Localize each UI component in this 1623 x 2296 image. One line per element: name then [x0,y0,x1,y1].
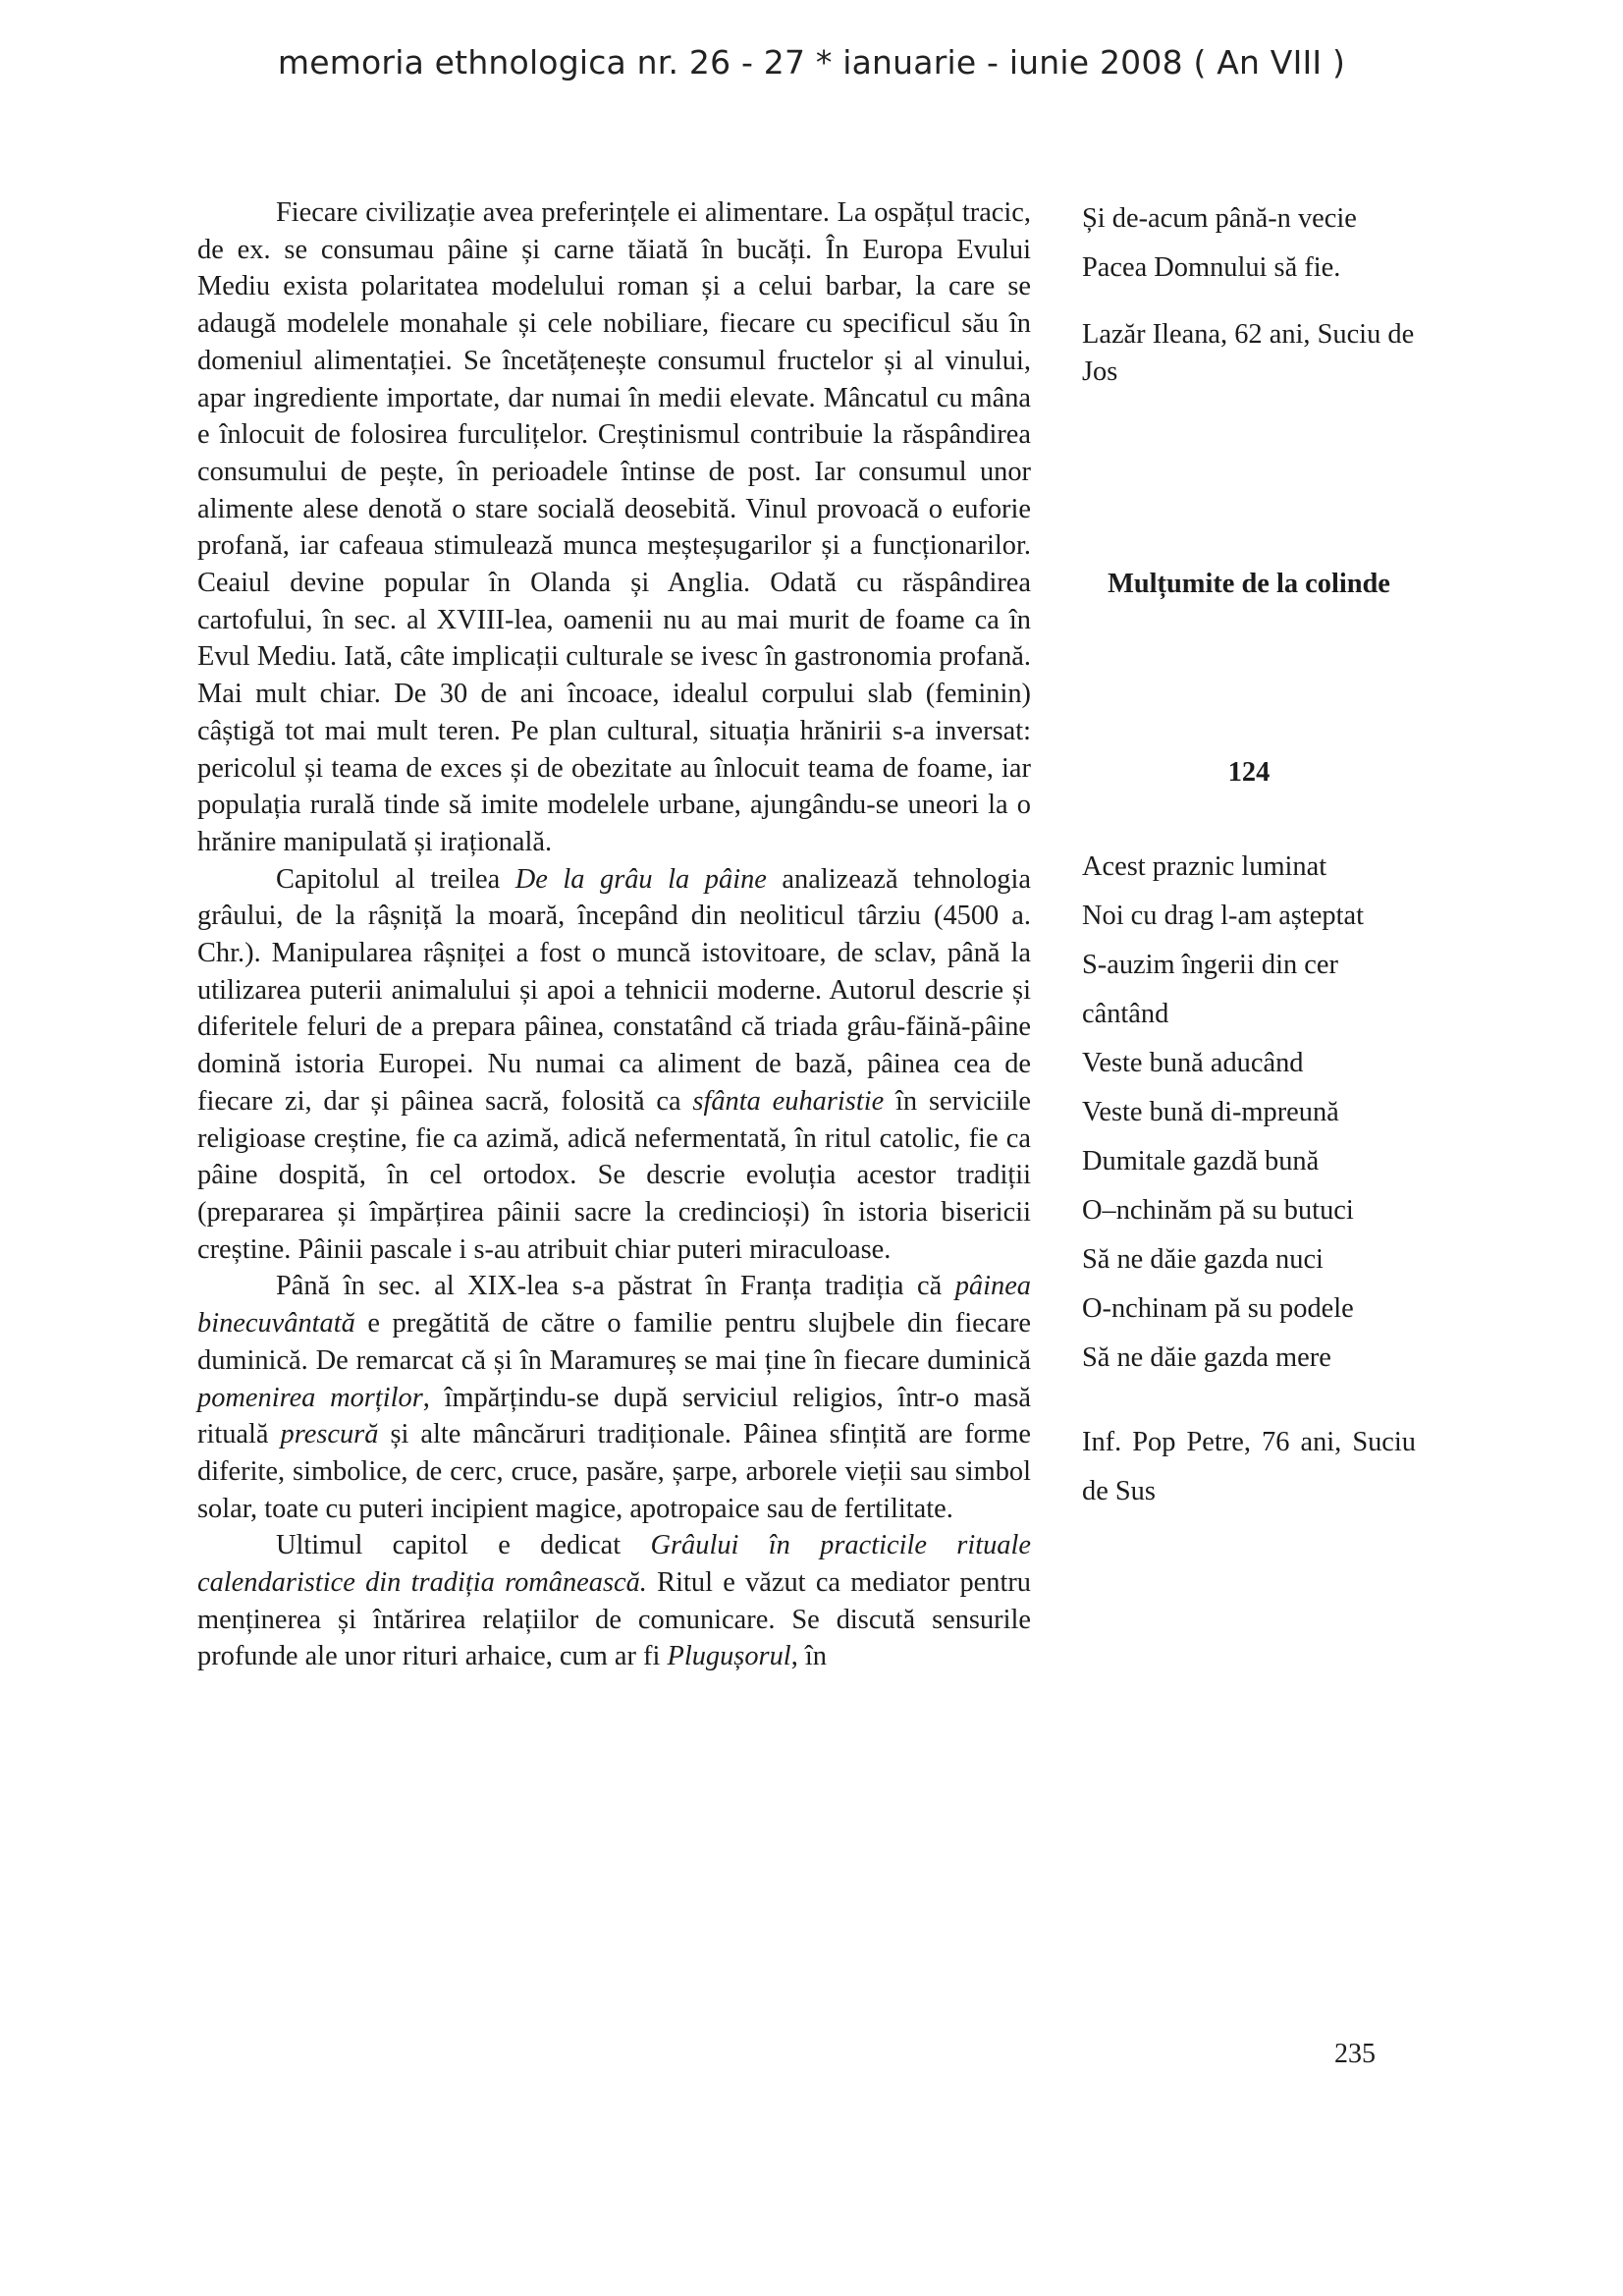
verse-line: Pacea Domnului să fie. [1082,252,1341,283]
text-span: , împărțindu-se după serviciul religios, într-o masă rituală [197,1382,1031,1450]
paragraph-france-tradition [197,1268,1031,1527]
verse-line: O–nchinăm pă su butuci [1082,1195,1354,1226]
text-span: e pregătită de către o familie pentru slujbele din fiecare duminică. De remarcat că și în Maramureș se mai ține în fiecare duminică [197,1308,1031,1376]
paragraph-civilization: Fiecare civilizație avea preferințele ei alimentare. La ospățul tracic, de ex. se consumau pâine și carne tăiată în bucăți. În Europa Evului Mediu exista polaritatea modelului roman și a celui barbar, la care se adaugă modelele monahale și cele nobiliare, fiecare cu specificul său în domeniul alimentației. Se încetățenește consumul fructelor și al vinului, apar ingrediente importate, dar numai în medii elevate. Mâncatul cu mâna e înlocuit de folosirea furculițelor. Creștinismul contribuie la răspândirea consumului de pește, în perioadele întinse de post. Iar consumul unor alimente alese denotă o stare socială deosebită. Vinul provoacă o euforie profană, iar cafeaua stimulează munca meșteșugarilor și a funcționarilor. Ceaiul devine popular în Olanda și Anglia. Odată cu răspândirea cartofului, în sec. al XVIII-lea, oamenii nu au mai murit de foame ca în Evul Mediu. Iată, câte implicații culturale se ivesc în gastronomia profană. Mai mult chiar. De 30 de ani încoace, idealul corpului slab (feminin) câștigă tot mai mult teren. Pe plan cultural, situația hrănirii s-a inversat: pericolul și teama de exces și de obezitate au înlocuit teama de foame, iar populația rurală tinde să imite modelele urbane, ajungându-se uneori la o hrănire manipulată și irațională. [197,197,1031,857]
italic-term: pomenirea morților [197,1382,423,1413]
text-span: Ultimul capitol e dedicat [276,1530,651,1561]
verse-line: Să ne dăie gazda mere [1082,1342,1331,1373]
verse-line: Dumitale gazdă bună [1082,1146,1320,1176]
verse-line: Veste bună aducând [1082,1048,1304,1078]
text-span: analizează tehnologia grâului, de la râșniță la moară, începând din neoliticul târziu (4500 a. Chr.). Manipularea râșniței a fost o muncă istovitoare, de sclav, până la utilizarea puterii animalului și apoi a tehnicii moderne. Autorul descrie și diferitele feluri de a prepara pâinea, constatând că triada grâu-făină-pâine domină istoria Europei. Nu numai ca aliment de bază, pâinea cea de fiecare zi, dar și pâinea sacră, folosită ca [197,863,1031,1117]
verse-line: cântând [1082,999,1169,1029]
verse-line: S-auzim îngerii din cer [1082,950,1338,980]
verse-line: O-nchinam pă su podele [1082,1293,1354,1324]
text-span: Ritul e văzut ca mediator pentru menținerea și întărirea relațiilor de comunicare. Se discută sensurile profunde ale unor rituri arhaice, cum ar fi [197,1567,1031,1672]
verse-line: Și de-acum până-n vecie [1082,203,1357,234]
paragraph-last-chapter [197,1527,1031,1675]
section-title: Mulțumite de la colinde [1108,569,1390,599]
text-span: Capitolul al treilea [276,863,515,895]
main-text-column [197,194,1031,1675]
verse-column [1082,194,1435,1516]
italic-term: pâinea binecuvântată [197,1271,1031,1339]
informant-credit: Inf. Pop Petre, 76 ani, Suciu de Sus [1082,1427,1416,1506]
song-number: 124 [1227,757,1271,788]
italic-title: Grâului în practicile rituale calendaristice din tradiția românească. [197,1530,1031,1599]
italic-term: sfânta euharistie [692,1085,885,1117]
text-span: și alte mâncăruri tradiționale. Pâinea sfințită are forme diferite, simbolice, de cerc, cruce, pasăre, șarpe, arborele vieții sau simbol solar, toate cu puteri incipient magice, apotropaice sau de fertilitate. [197,1419,1031,1524]
informant-credit: Lazăr Ileana, 62 ani, Suciu de Jos [1082,319,1415,387]
verse-line: Acest praznic luminat [1082,851,1327,882]
verse-line: Să ne dăie gazda nuci [1082,1244,1324,1275]
italic-term: Plugușorul [667,1641,791,1672]
paragraph-chapter-three [197,861,1031,1269]
verse-line: Veste bună di-mpreună [1082,1097,1339,1127]
page-number: 235 [1334,2039,1376,2069]
running-header: memoria ethnologica nr. 26 - 27 * ianuarie - iunie 2008 ( An VIII ) [277,43,1346,82]
italic-title: De la grâu la pâine [514,863,767,895]
text-span: , în [790,1641,827,1672]
verse-line: Noi cu drag l-am așteptat [1082,901,1364,931]
text-span: Până în sec. al XIX-lea s-a păstrat în Franța tradiția că [276,1271,955,1302]
italic-term: prescură [280,1419,379,1450]
text-span: în serviciile religioase creștine, fie ca azimă, adică nefermentată, în ritul catolic, fie ca pâine dospită, în cel ortodox. Se descrie evoluția acestor tradiții (prepararea și împărțirea pâinii sacre la credincioși) în istoria bisericii creștine. Pâinii pascale i s-au atribuit chiar puteri miraculoase. [197,1085,1032,1265]
verse-list [1082,843,1435,1383]
